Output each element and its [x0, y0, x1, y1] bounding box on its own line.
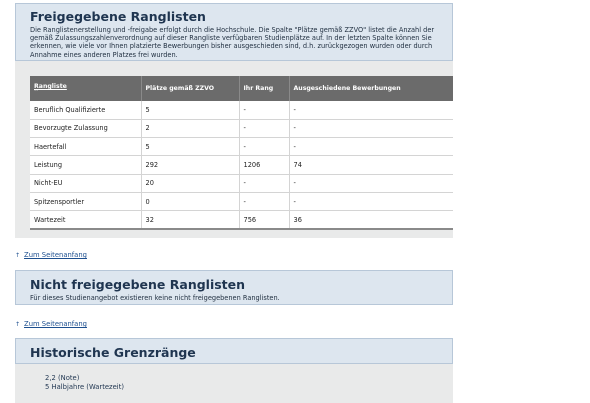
cell-ihr-rang: 756: [239, 211, 289, 229]
sort-rangliste-link[interactable]: Rangliste: [34, 83, 67, 90]
cell-plaetze: 5: [141, 138, 239, 156]
historic-limits-list: [45, 374, 124, 391]
column-header-ihr-rang: Ihr Rang: [239, 76, 289, 101]
ranklists-table-wrapper: [30, 76, 453, 230]
column-header-ausgeschiedene: Ausgeschiedene Bewerbungen: [289, 76, 453, 101]
table-row: [30, 119, 453, 137]
table-row: [30, 174, 453, 192]
historic-limits-panel: [15, 338, 453, 403]
unreleased-ranklists-title: Nicht freigegebene Ranglisten: [30, 277, 246, 292]
ranklists-table: [30, 76, 453, 230]
cell-rangliste: Haertefall: [30, 138, 141, 156]
cell-plaetze: 2: [141, 119, 239, 137]
table-row: [30, 211, 453, 229]
arrow-up-icon: ↑: [15, 321, 21, 328]
arrow-up-icon: ↑: [15, 252, 21, 259]
table-row: [30, 138, 453, 156]
cell-plaetze: 32: [141, 211, 239, 229]
column-header-plaetze: Plätze gemäß ZZVO: [141, 76, 239, 101]
cell-ausgeschiedene: -: [289, 119, 453, 137]
cell-plaetze: 5: [141, 101, 239, 119]
historic-limits-title: Historische Grenzränge: [30, 345, 196, 360]
cell-ihr-rang: -: [239, 138, 289, 156]
table-row: [30, 156, 453, 174]
historic-limits-header: [15, 338, 453, 364]
cell-ausgeschiedene: -: [289, 101, 453, 119]
historic-limit-item: 2,2 (Note): [45, 374, 80, 382]
cell-rangliste: Bevorzugte Zulassung: [30, 119, 141, 137]
cell-rangliste: Nicht-EU: [30, 174, 141, 192]
cell-rangliste: Leistung: [30, 156, 141, 174]
cell-plaetze: 0: [141, 192, 239, 210]
released-ranklists-title: Freigegebene Ranglisten: [30, 9, 206, 24]
unreleased-ranklists-description: Für dieses Studienangebot existieren keine nicht freigegebenen Ranglisten.: [30, 294, 280, 302]
table-row: [30, 192, 453, 210]
back-to-top-link[interactable]: [15, 251, 87, 259]
cell-ausgeschiedene: 74: [289, 156, 453, 174]
cell-rangliste: Beruflich Qualifizierte: [30, 101, 141, 119]
cell-ihr-rang: 1206: [239, 156, 289, 174]
released-ranklists-description: Die Ranglistenerstellung und -freigabe erfolgt durch die Hochschule. Die Spalte "Plätze gemäß ZZVO" listet die Anzahl der gemäß Zulassungszahlenverordnung auf dieser Rangliste verfügbaren Studienplätze auf. In der letzten Spalte können Sie erkennen, wie viele vor Ihnen platzierte Bewerbungen bisher ausgeschieden sind, d.h. zurückgezogen wurden oder durch Annahme eines anderen Platzes frei wurden.: [30, 26, 435, 59]
column-header-rangliste[interactable]: [30, 76, 141, 101]
released-ranklists-panel: [15, 3, 453, 238]
cell-ausgeschiedene: -: [289, 138, 453, 156]
cell-ihr-rang: -: [239, 119, 289, 137]
cell-ihr-rang: -: [239, 174, 289, 192]
back-to-top-label[interactable]: Zum Seitenanfang: [24, 320, 87, 328]
cell-ausgeschiedene: -: [289, 174, 453, 192]
released-ranklists-header: [15, 3, 453, 61]
unreleased-ranklists-header: [15, 270, 453, 305]
table-header-row: [30, 76, 453, 101]
cell-plaetze: 292: [141, 156, 239, 174]
cell-ihr-rang: -: [239, 192, 289, 210]
cell-ausgeschiedene: 36: [289, 211, 453, 229]
cell-rangliste: Spitzensportler: [30, 192, 141, 210]
cell-ausgeschiedene: -: [289, 192, 453, 210]
cell-ihr-rang: -: [239, 101, 289, 119]
unreleased-ranklists-panel: [15, 270, 453, 305]
back-to-top-label[interactable]: Zum Seitenanfang: [24, 251, 87, 259]
cell-plaetze: 20: [141, 174, 239, 192]
historic-limit-item: 5 Halbjahre (Wartezeit): [45, 382, 125, 391]
back-to-top-link[interactable]: [15, 320, 87, 328]
cell-rangliste: Wartezeit: [30, 211, 141, 229]
table-row: [30, 101, 453, 119]
sort-ascending-icon: ^: [34, 89, 39, 95]
